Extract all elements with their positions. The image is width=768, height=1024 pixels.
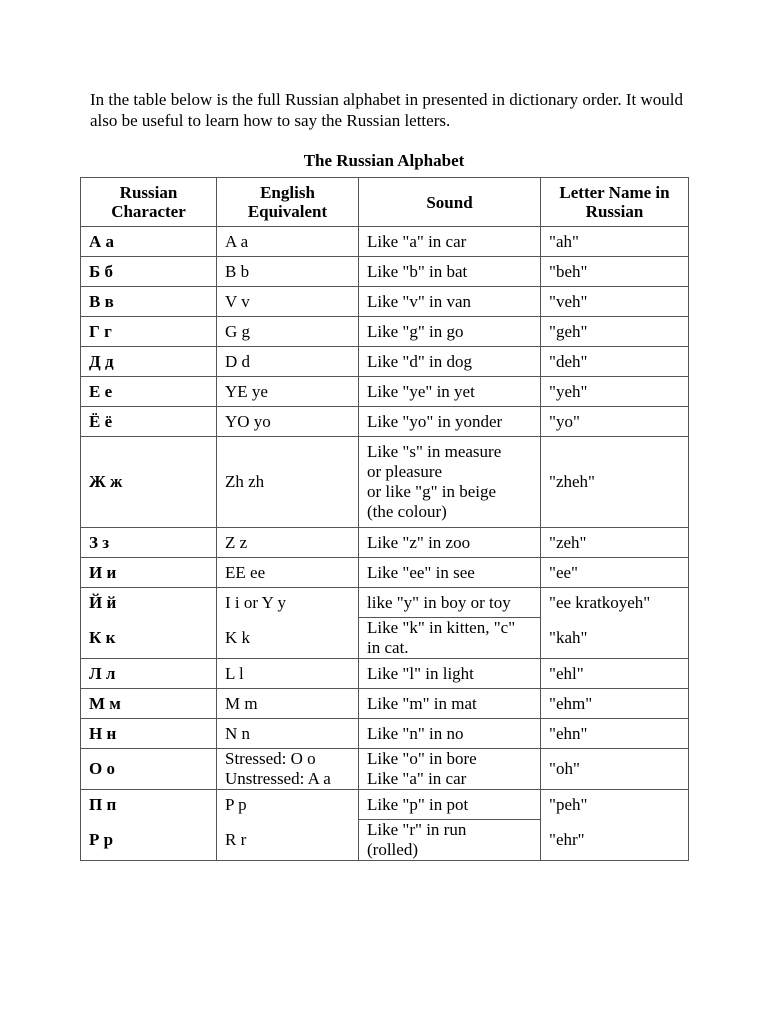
cell-letter-name: "deh" [541, 347, 689, 377]
intro-paragraph: In the table below is the full Russian alphabet in presented in dictionary order. It would also be useful to learn how to say the Russian letters. [90, 90, 683, 130]
cell-letter-name: "ehl" [541, 659, 689, 689]
cell-english-equivalent: Zh zh [217, 437, 359, 528]
table-row [81, 588, 689, 618]
table-row [81, 347, 689, 377]
cell-russian-character: Д д [81, 347, 217, 377]
header-english-equivalent: English Equivalent [217, 178, 359, 227]
cell-english-equivalent: YO yo [217, 407, 359, 437]
cell-line: Like "s" in measure [367, 442, 502, 461]
table-row [81, 749, 689, 790]
cell-sound: Like "v" in van [359, 287, 541, 317]
table-row [81, 689, 689, 719]
cell-letter-name: "veh" [541, 287, 689, 317]
table-row [81, 227, 689, 257]
cell-russian-character: О о [81, 749, 217, 790]
cell-letter-name: "ah" [541, 227, 689, 257]
cell-sound: Like "yo" in yonder [359, 407, 541, 437]
header-russian-character: Russian Character [81, 178, 217, 227]
cell-letter-name: "peh" [541, 790, 689, 820]
cell-line: or pleasure [367, 462, 443, 481]
cell-line: (rolled) [367, 840, 418, 859]
table-header-row [81, 178, 689, 227]
cell-russian-character: И и [81, 558, 217, 588]
table-row [81, 528, 689, 558]
alphabet-table [80, 177, 689, 861]
cell-letter-name: "oh" [541, 749, 689, 790]
cell-russian-character: К к [81, 618, 217, 659]
cell-line: Like "k" in kitten, "c" [367, 618, 516, 637]
cell-english-equivalent: N n [217, 719, 359, 749]
cell-russian-character: Н н [81, 719, 217, 749]
cell-english-equivalent: G g [217, 317, 359, 347]
table-row [81, 790, 689, 820]
table-row [81, 659, 689, 689]
cell-line: Unstressed: A a [225, 769, 331, 788]
cell-sound [359, 437, 541, 528]
cell-letter-name: "yo" [541, 407, 689, 437]
cell-letter-name: "beh" [541, 257, 689, 287]
cell-letter-name: "yeh" [541, 377, 689, 407]
table-row [81, 558, 689, 588]
cell-sound [359, 820, 541, 861]
cell-russian-character: Ж ж [81, 437, 217, 528]
header-sound: Sound [359, 178, 541, 227]
table-row [81, 719, 689, 749]
cell-english-equivalent: I i or Y y [217, 588, 359, 618]
cell-line: Stressed: O o [225, 749, 316, 768]
cell-letter-name: "ehr" [541, 820, 689, 861]
cell-russian-character: А а [81, 227, 217, 257]
cell-line: Like "a" in car [367, 769, 467, 788]
cell-russian-character: Й й [81, 588, 217, 618]
cell-letter-name: "zheh" [541, 437, 689, 528]
cell-russian-character: М м [81, 689, 217, 719]
table-row [81, 407, 689, 437]
table-row [81, 820, 689, 861]
cell-sound: like "y" in boy or toy [359, 588, 541, 618]
cell-sound: Like "ye" in yet [359, 377, 541, 407]
cell-letter-name: "ee kratkoyeh" [541, 588, 689, 618]
cell-russian-character: З з [81, 528, 217, 558]
cell-line: (the colour) [367, 502, 447, 521]
cell-sound [359, 749, 541, 790]
cell-sound: Like "m" in mat [359, 689, 541, 719]
cell-sound: Like "n" in no [359, 719, 541, 749]
cell-english-equivalent: R r [217, 820, 359, 861]
cell-letter-name: "zeh" [541, 528, 689, 558]
cell-sound: Like "g" in go [359, 317, 541, 347]
cell-line: Like "r" in run [367, 820, 467, 839]
cell-sound: Like "p" in pot [359, 790, 541, 820]
cell-sound: Like "ee" in see [359, 558, 541, 588]
cell-sound: Like "z" in zoo [359, 528, 541, 558]
cell-line: or like "g" in beige [367, 482, 497, 501]
header-letter-name: Letter Name in Russian [541, 178, 689, 227]
cell-russian-character: Б б [81, 257, 217, 287]
cell-sound: Like "d" in dog [359, 347, 541, 377]
cell-russian-character: Е е [81, 377, 217, 407]
cell-english-equivalent: D d [217, 347, 359, 377]
cell-english-equivalent: K k [217, 618, 359, 659]
cell-english-equivalent [217, 749, 359, 790]
cell-sound: Like "l" in light [359, 659, 541, 689]
cell-letter-name: "geh" [541, 317, 689, 347]
cell-english-equivalent: YE ye [217, 377, 359, 407]
cell-sound: Like "a" in car [359, 227, 541, 257]
cell-russian-character: Г г [81, 317, 217, 347]
cell-letter-name: "ehm" [541, 689, 689, 719]
cell-russian-character: Ё ё [81, 407, 217, 437]
cell-letter-name: "kah" [541, 618, 689, 659]
cell-line: Like "o" in bore [367, 749, 477, 768]
cell-russian-character: П п [81, 790, 217, 820]
cell-english-equivalent: V v [217, 287, 359, 317]
table-row [81, 377, 689, 407]
table-row [81, 437, 689, 528]
cell-letter-name: "ee" [541, 558, 689, 588]
cell-english-equivalent: M m [217, 689, 359, 719]
cell-letter-name: "ehn" [541, 719, 689, 749]
table-title: The Russian Alphabet [303, 151, 465, 170]
cell-russian-character: В в [81, 287, 217, 317]
cell-sound [359, 618, 541, 659]
cell-line: in cat. [367, 638, 409, 657]
table-row [81, 287, 689, 317]
table-row [81, 317, 689, 347]
cell-russian-character: Л л [81, 659, 217, 689]
cell-russian-character: Р р [81, 820, 217, 861]
cell-english-equivalent: A a [217, 227, 359, 257]
cell-sound: Like "b" in bat [359, 257, 541, 287]
cell-english-equivalent: B b [217, 257, 359, 287]
cell-english-equivalent: P p [217, 790, 359, 820]
table-row [81, 618, 689, 659]
cell-english-equivalent: EE ee [217, 558, 359, 588]
cell-english-equivalent: L l [217, 659, 359, 689]
cell-english-equivalent: Z z [217, 528, 359, 558]
table-row [81, 257, 689, 287]
